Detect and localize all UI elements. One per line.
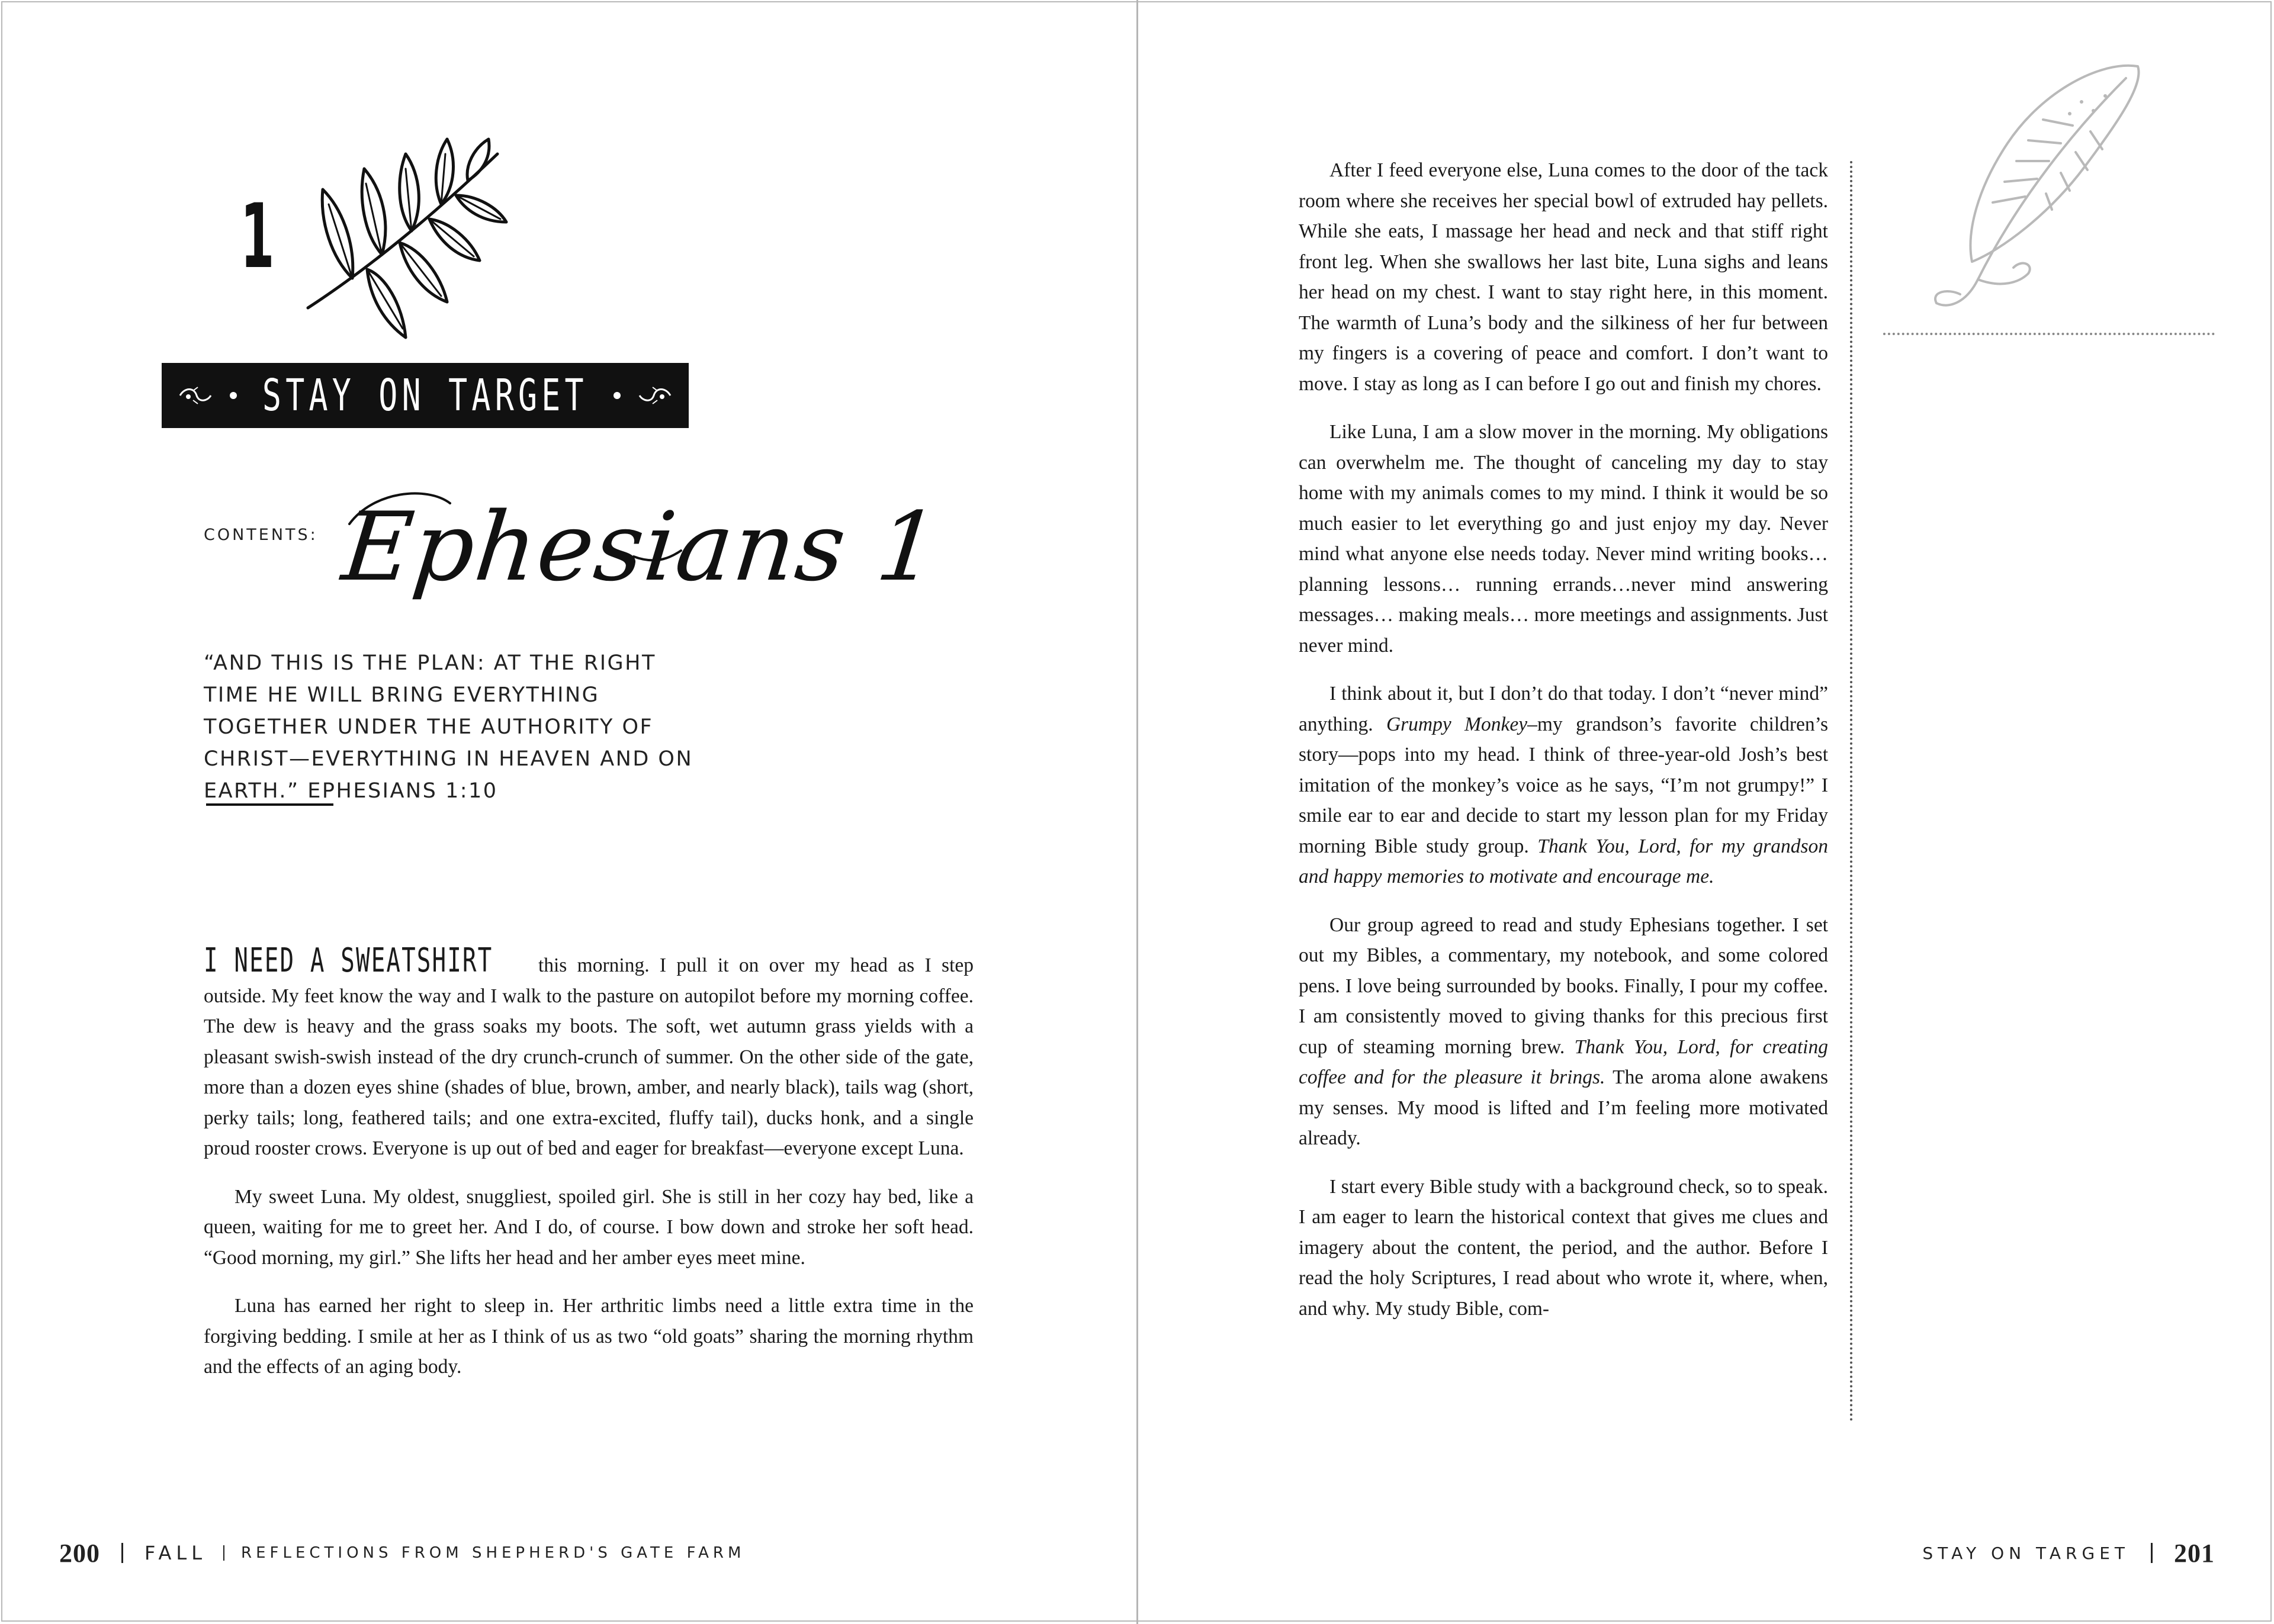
paragraph [1299, 678, 1828, 892]
paragraph: My sweet Luna. My oldest, snuggliest, spoiled girl. She is still in her cozy hay bed, like a queen, waiting for me to greet her. And I do, of course. I bow down and stroke her soft head. “Good morning, my girl.” She lifts her head and her amber eyes meet mine. [204, 1185, 974, 1269]
notes-dotted-rule [1883, 333, 2215, 335]
footer-right [1922, 1538, 2215, 1568]
gutter-divider [1136, 0, 1138, 1624]
contents-reference [326, 468, 945, 639]
footer-separator [2151, 1543, 2153, 1563]
paragraph: Luna has earned her right to sleep in. Her arthritic limbs need a little extra time in the forgiving bedding. I smile at her as I think of us as two “old goats” sharing the morning rhythm and the effects of an aging body. [204, 1295, 974, 1378]
banner-dot [230, 392, 237, 399]
footer-separator [121, 1543, 123, 1563]
leaf-branch-icon [296, 133, 533, 352]
body-text-right [1299, 155, 1828, 1342]
chapter-title: STAY ON TARGET [262, 370, 588, 421]
margin-dotted-rule [1850, 161, 1852, 1422]
paragraph-text: Our group agreed to read and study Ephesians together. I set out my Bibles, a commentary, my notebook, and some colored pens. I love being surrounded by books. Finally, I pour my coffee. I am consistently moved to giving thanks for this precious first cup of steaming morning brew. [1299, 914, 1828, 1058]
feather-quill-icon [1925, 54, 2150, 321]
running-title: STAY ON TARGET [1922, 1543, 2130, 1563]
paragraph: I start every Bible study with a background check, so to speak. I am eager to learn the historical context that gives me clues and imagery about the content, the period, and the author. Before I read the holy Scriptures, I read about who wrote it, where, when, and why. My study Bible, com- [1299, 1175, 1828, 1320]
lead-in: I NEED A SWEATSHIRT [204, 941, 493, 980]
paragraph [204, 941, 974, 1164]
book-title-italic: Grumpy Monkey [1386, 713, 1528, 735]
page-number: 200 [59, 1538, 100, 1568]
paragraph-text: The aroma alone awakens my senses. My mood is lifted and I’m feeling more motivated already. [1299, 1066, 1828, 1149]
verse-rule [206, 803, 333, 806]
prayer-italic: Thank You, Lord, for creating coffee and for the pleasure it brings. [1299, 1035, 1828, 1088]
page-number: 201 [2174, 1538, 2215, 1568]
day-number: 1 [240, 185, 275, 288]
paragraph-text: this morning. I pull it on over my head as I step outside. My feet know the way and I walk to the pasture on autopilot before my morning coffee. The dew is heavy and the grass soaks my boots. The soft, wet autumn grass yields with a pleasant swish-swish instead of the dry crunch-crunch of summer. On the other side of the gate, more than a dozen eyes shine (shades of blue, brown, amber, and nearly black), tails wag (short, perky tails; long, feathered tails; and one extra-excited, fluffy tail), ducks honk, and a single proud rooster crows. Everyone is up out of bed and eager for breakfast—everyone except Luna. [204, 954, 974, 1159]
paragraph-text: –my grandson’s favorite children’s story—pops into my head. I think of three-year-old Josh’s best imitation of the monkey’s voice as he says, “I’m not grumpy!” I smile ear to ear and decide to start my lesson plan for my Friday morning Bible study group. [1299, 713, 1828, 857]
paragraph [1299, 910, 1828, 1154]
prayer-italic: Thank You, Lord, for my grandson and happy memories to motivate and encourage me. [1299, 835, 1828, 887]
footer-separator [223, 1545, 224, 1561]
paragraph: Like Luna, I am a slow mover in the morning. My obligations can overwhelm me. The thought of canceling my day to stay home with my animals comes to my mind. I think it would be so much easier to let everything go and just enjoy my day. Never mind what anyone else needs today. Never mind writing books… planning lessons… running errands…never mind answering messages… making meals… more meetings and assignments. Just never mind. [1299, 421, 1828, 657]
section-name: FALL [144, 1542, 207, 1564]
key-verse: “AND THIS IS THE PLAN: AT THE RIGHT TIME HE WILL BRING EVERYTHING TOGETHER UNDER THE AUTHORITY OF CHRIST—EVERYTHING IN HEAVEN AND ON EARTH.” EPHESIANS 1:10 [204, 651, 693, 803]
flourish-ornament-icon [176, 384, 214, 407]
body-text-left [204, 941, 974, 1400]
contents-label: CONTENTS: [204, 526, 318, 544]
flourish-ornament-icon [636, 384, 674, 407]
footer-left [59, 1538, 745, 1568]
chapter-title-banner [162, 363, 689, 428]
paragraph-text: I think about it, but I don’t do that today. I don’t “never mind” anything. [1299, 683, 1828, 735]
banner-dot [614, 392, 621, 399]
paragraph: After I feed everyone else, Luna comes to the door of the tack room where she receives her special bowl of extruded hay pellets. While she eats, I massage her head and neck and that stiff right front leg. When she swallows her last bite, Luna sighs and leans her head on my chest. I want to stay right here, in this moment. The warmth of Luna’s body and the silkiness of her fur between my fingers is a covering of peace and comfort. I don’t want to move. I stay as long as I can before I go out and finish my chores. [1299, 159, 1828, 395]
contents-reference-text: Ephesians 1 [338, 491, 945, 602]
book-title: REFLECTIONS FROM SHEPHERD'S GATE FARM [241, 1544, 746, 1562]
